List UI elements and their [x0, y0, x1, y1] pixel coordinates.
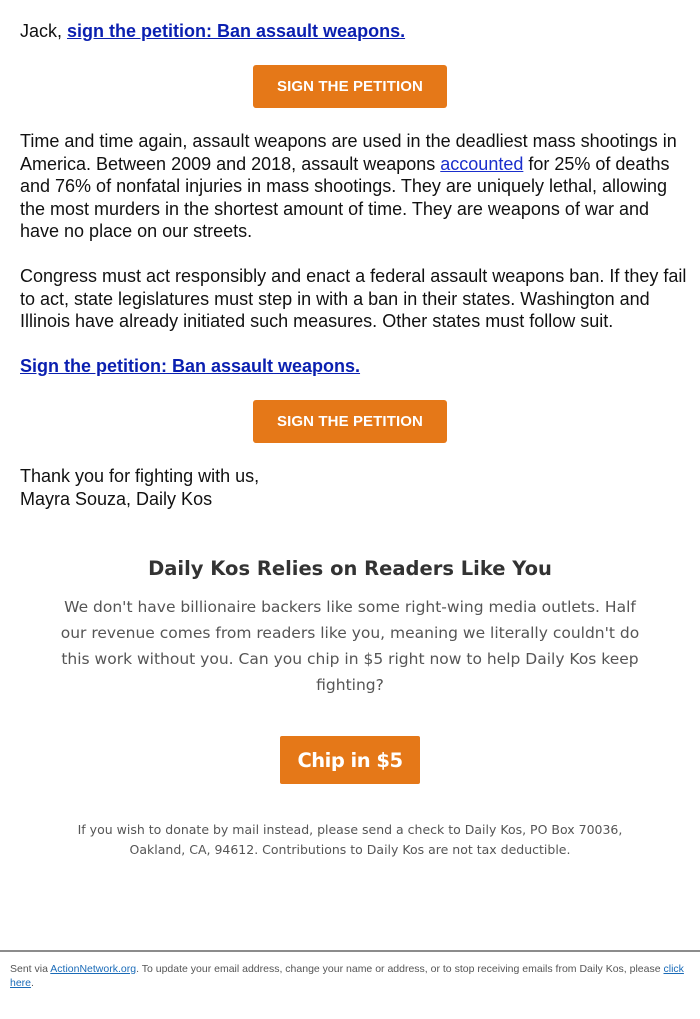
- signoff: [20, 465, 690, 510]
- sign-petition-button-top[interactable]: SIGN THE PETITION: [253, 65, 447, 108]
- donation-appeal-body: We don't have billionaire backers like some right-wing media outlets. Half our revenue comes from readers like you, meaning we literally couldn't do this work without you. Can you chip in $5 right now to help Daily Kos keep fighting?: [60, 598, 640, 694]
- click-here-link[interactable]: click here: [10, 963, 684, 989]
- sign-petition-button-bottom[interactable]: SIGN THE PETITION: [253, 400, 447, 443]
- signoff-signature: Mayra Souza, Daily Kos: [20, 488, 213, 509]
- paragraph1-text-a: Time and time again, assault weapons are used in the deadliest mass shootings in America. Between 2009 and 2018, assault weapons: [20, 131, 677, 174]
- signoff-thanks: Thank you for fighting with us,: [20, 466, 260, 486]
- mail-donation-note: If you wish to donate by mail instead, please send a check to Daily Kos, PO Box 70036, Oakland, CA, 94612. Contributions to Daily Kos are not tax deductible.: [77, 822, 623, 857]
- paragraph-congress-action: Congress must act responsibly and enact a federal assault weapons ban. If they fail to act, state legislatures must step in with a ban in their states. Washington and Illinois have already initiated such measures. Other states must follow suit.: [20, 266, 687, 331]
- footer-divider: [0, 950, 700, 952]
- intro-line: [20, 20, 690, 43]
- actionnetwork-link[interactable]: ActionNetwork.org: [50, 963, 137, 975]
- paragraph1-text-b: for 25% of deaths and 76% of nonfatal injuries in mass shootings. They are uniquely lethal, allowing the most murders in the shortest amount of time. They are weapons of war and have no place on our streets.: [20, 153, 670, 241]
- footer-middle-text: . To update your email address, change your name or address, or to stop receiving emails from Daily Kos, please: [136, 963, 664, 975]
- petition-link-paragraph: [20, 355, 690, 378]
- footer-unsubscribe-note: [10, 962, 690, 990]
- chip-in-button[interactable]: Chip in $5: [280, 736, 420, 784]
- paragraph-assault-weapons-stats: [20, 130, 690, 243]
- petition-link-standalone[interactable]: Sign the petition: Ban assault weapons.: [20, 356, 361, 376]
- footer-end: .: [31, 977, 34, 989]
- footer-sent-via: Sent via: [10, 963, 51, 975]
- petition-link-top[interactable]: sign the petition: Ban assault weapons.: [67, 21, 406, 41]
- greeting: Jack,: [20, 21, 63, 41]
- accounted-link[interactable]: accounted: [440, 153, 524, 174]
- donation-appeal-title: Daily Kos Relies on Readers Like You: [148, 557, 552, 580]
